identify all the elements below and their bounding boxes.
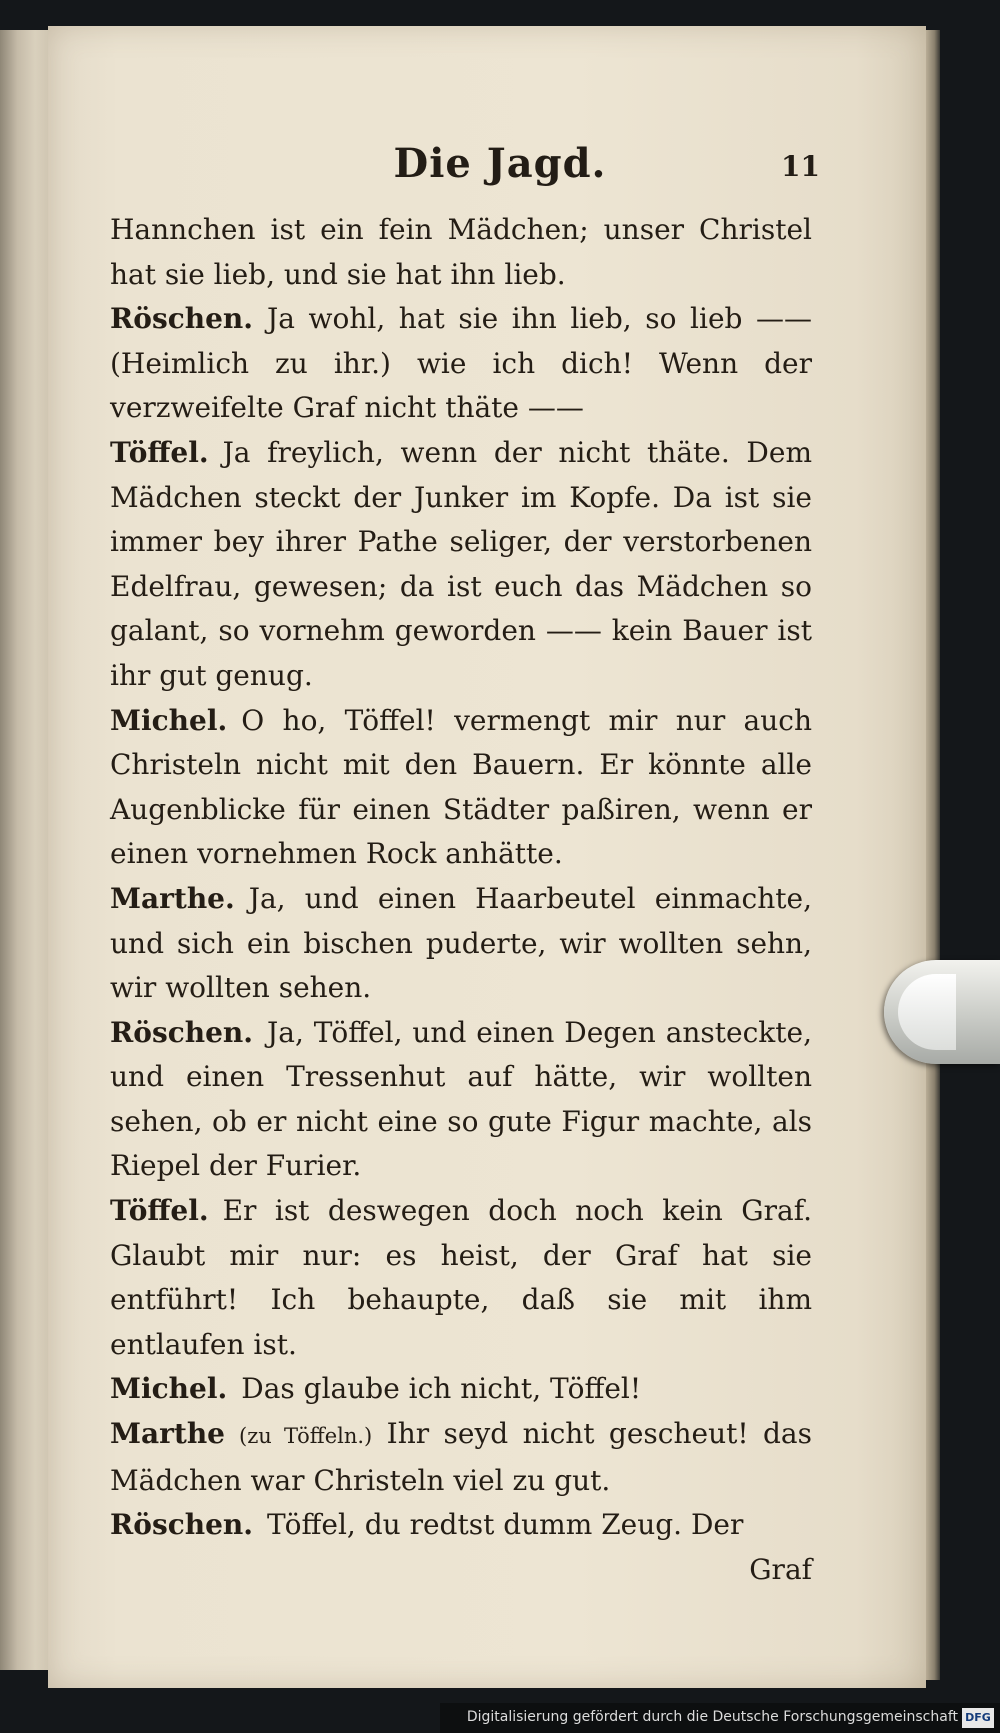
page-header xyxy=(100,140,820,190)
speech-marthe xyxy=(110,1412,812,1503)
speech-michel xyxy=(110,1367,812,1412)
speech-marthe xyxy=(110,877,812,1011)
speech-text: Ja, Töffel, und einen Degen ansteckte, und einen Tressenhut auf hätte, wir wollten sehen, ob er nicht eine so gute Figur machte, als Riepel der Furier. xyxy=(110,1015,812,1183)
speech-michel xyxy=(110,699,812,877)
dfg-logo: DFG xyxy=(962,1708,994,1728)
speech-text: Das glaube ich nicht, Töffel! xyxy=(241,1372,642,1406)
text-paragraph xyxy=(110,208,812,297)
paragraph-text: Hannchen ist ein fein Mädchen; unser Christel hat sie lieb, und sie hat ihn lieb. xyxy=(110,213,812,291)
speech-text: Ihr seyd nicht gescheut! das Mädchen war Christeln viel zu gut. xyxy=(110,1417,812,1497)
speaker-name: Marthe. xyxy=(110,881,235,915)
speech-text: Er ist deswegen doch noch kein Graf. Glaubt mir nur: es heist, der Graf hat sie entführt! Ich behaupte, daß sie mit ihm entlaufen ist. xyxy=(110,1194,812,1361)
speaker-name: Röschen. xyxy=(110,1015,254,1049)
page-turn-handle-highlight xyxy=(898,974,956,1050)
speech-roeschen xyxy=(110,297,812,431)
speaker-name: Röschen. xyxy=(110,1508,254,1542)
stage-direction: (zu Töffeln.) xyxy=(239,1424,373,1449)
speech-toeffel xyxy=(110,1189,812,1367)
page-number: 11 xyxy=(781,150,820,183)
funding-credit: Digitalisierung gefördert durch die Deutsche Forschungsgemeinschaft xyxy=(466,1709,958,1725)
speech-text: Ja wohl, hat sie ihn lieb, so lieb —— (Heimlich zu ihr.) wie ich dich! Wenn der verzweifelte Graf nicht thäte —— xyxy=(110,302,812,425)
speaker-name: Röschen. xyxy=(110,302,254,336)
speech-text: Ja freylich, wenn der nicht thäte. Dem Mädchen steckt der Junker im Kopfe. Da ist sie immer bey ihrer Pathe seliger, der verstorbenen Edelfrau, gewesen; da ist euch das Mädchen so galant, so vornehm geworden —— kein Bauer ist ihr gut genug. xyxy=(110,435,812,692)
speaker-name: Michel. xyxy=(110,703,228,737)
speech-roeschen xyxy=(110,1503,812,1548)
speech-toeffel xyxy=(110,431,812,699)
page-turn-handle[interactable] xyxy=(884,960,1000,1064)
speaker-name: Michel. xyxy=(110,1372,228,1406)
book-binding xyxy=(0,30,52,1670)
speaker-name: Marthe xyxy=(110,1417,225,1451)
running-title: Die Jagd. xyxy=(393,140,607,187)
speech-text: Ja, und einen Haarbeutel einmachte, und sich ein bischen puderte, wir wollten sehn, wir wollten sehen. xyxy=(110,881,812,1005)
page-edge xyxy=(926,30,940,1680)
digitization-footer xyxy=(440,1703,1000,1733)
speaker-name: Töffel. xyxy=(110,435,209,469)
catchword: Graf xyxy=(749,1552,812,1586)
speech-text: O ho, Töffel! vermengt mir nur auch Christeln nicht mit den Bauern. Er könnte alle Augenblicke für einen Städter paßiren, wenn er einen vornehmen Rock anhätte. xyxy=(110,703,812,871)
speaker-name: Töffel. xyxy=(110,1194,209,1228)
play-text xyxy=(110,208,812,1592)
speech-text: Töffel, du redtst dumm Zeug. Der xyxy=(267,1508,744,1542)
speech-roeschen xyxy=(110,1011,812,1189)
